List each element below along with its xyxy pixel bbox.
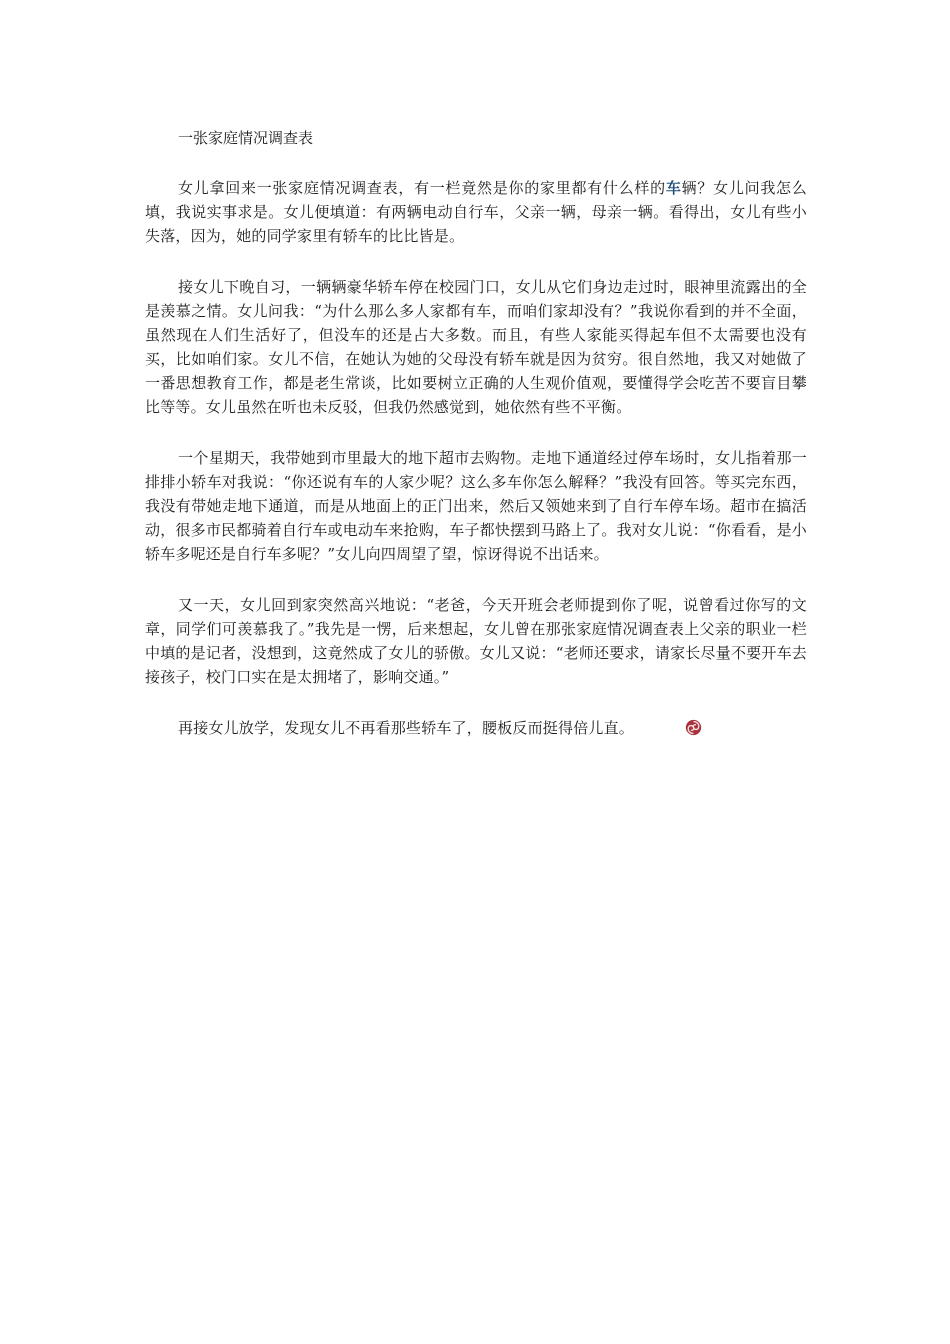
paragraph-5-text: 再接女儿放学，发现女儿不再看那些轿车了，腰板反而挺得倍儿直。 <box>178 719 635 737</box>
highlighted-word-link[interactable]: 车 <box>665 179 682 197</box>
paragraph-3: 一个星期天，我带她到市里最大的地下超市去购物。走地下通道经过停车场时，女儿指着那一排排小轿车对我说：“你还说有车的人家少呢？这么多车你怎么解释？”我没有回答。等买完东西，我没有带她走地下通道，而是从地面上的正门出来，然后又领她来到了自行车停车场。超市在搞活动，很多市民都骑着自行车或电动车来抢购，车子都快摆到马路上了。我对女儿说：“你看看，是小轿车多呢还是自行车多呢？”女儿向四周望了望，惊讶得说不出话来。 <box>145 449 807 563</box>
article-title: 一张家庭情况调查表 <box>178 129 314 147</box>
swirl-logo-icon <box>652 719 669 736</box>
paragraph-1-text-a: 女儿拿回来一张家庭情况调查表，有一栏竟然是你的家里都有什么样的 <box>178 179 666 197</box>
paragraph-5 <box>145 716 807 740</box>
article <box>145 126 807 767</box>
paragraph-1 <box>145 176 807 248</box>
paragraph-2: 接女儿下晚自习，一辆辆豪华轿车停在校园门口，女儿从它们身边走过时，眼神里流露出的全是羡慕之情。女儿问我：“为什么那么多人家都有车，而咱们家却没有？”我说你看到的并不全面，虽然现在人们生活好了，但没车的还是占大多数。而且，有些人家能买得起车但不太需要也没有买，比如咱们家。女儿不信，在她认为她的父母没有轿车就是因为贫穷。很自然地，我又对她做了一番思想教育工作，都是老生常谈，比如要树立正确的人生观价值观，要懂得学会吃苦不要盲目攀比等等。女儿虽然在听也未反驳，但我仍然感觉到，她依然有些不平衡。 <box>145 278 807 416</box>
paragraph-4: 又一天，女儿回到家突然高兴地说：“老爸，今天开班会老师提到你了呢，说曾看过你写的文章，同学们可羡慕我了。”我先是一愣，后来想起，女儿曾在那张家庭情况调查表上父亲的职业一栏中填的是记者，没想到，这竟然成了女儿的骄傲。女儿又说：“老师还要求，请家长尽量不要开车去接孩子，校门口实在是太拥堵了，影响交通。” <box>145 596 807 686</box>
swirl-logo-svg <box>685 719 702 736</box>
paragraph-1-text-b: 辆？女儿问我怎么填，我说实事求是。女儿便填道：有两辆电动自行车，父亲一辆，母亲一辆。看得出，女儿有些小失落，因为，她的同学家里有轿车的比比皆是。 <box>145 179 807 245</box>
